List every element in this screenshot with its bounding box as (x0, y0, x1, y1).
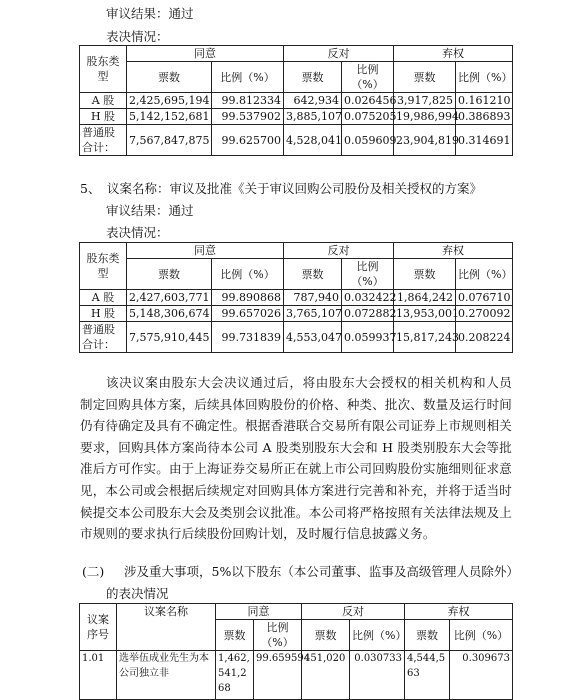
item-name: 选举伍成业先生为本公司独立非 (117, 651, 216, 700)
agree-ratio: 99.812334 (212, 93, 284, 109)
section-2-number: (二) (82, 564, 105, 579)
holder-type: 普通股合计： (80, 322, 127, 353)
holder-type: H 股 (80, 306, 127, 322)
holder-type: H 股 (80, 109, 127, 125)
oppose-ratio: 0.059937 (342, 322, 394, 353)
abstain-ratio: 0.208224 (456, 322, 513, 353)
abstain-votes: 23,904,819 (394, 125, 456, 156)
header-ratio: 比例（%） (254, 620, 302, 651)
section-2-title: 涉及重大事项，5%以下股东（本公司董事、监事及高级管理人员除外） (124, 564, 519, 579)
abstain-ratio: 0.309673 (450, 651, 513, 700)
oppose-ratio: 0.026456 (342, 93, 394, 109)
header-ratio: 比例（%） (342, 62, 394, 93)
abstain-ratio: 0.386893 (456, 109, 513, 125)
oppose-votes: 4,528,041 (284, 125, 342, 156)
holder-type: A 股 (80, 290, 127, 306)
header-abstain: 弃权 (405, 604, 513, 620)
vote-label-top: 表决情况： (106, 29, 169, 44)
abstain-votes: 3,917,825 (394, 93, 456, 109)
agree-votes: 7,567,847,875 (127, 125, 212, 156)
header-votes: 票数 (405, 620, 450, 651)
section-2-title-cont: 的表决情况 (106, 586, 169, 601)
abstain-ratio: 0.314691 (456, 125, 513, 156)
resolution-text: 该决议案由股东大会决议通过后，将由股东大会授权的相关机构和人员制定回购具体方案，后续具体回购股份的价格、种类、批次、数量及运行时间仍有待确定及具有不确定性。根据香港联合交易所有限公司证券上市规则相关要求，回购具体方案尚待本公司 A 股类别股东大会和 H 股类别股东大会等批准后方可作实。由于上海证券交易所正在就上市公司回购股份实施细则征求意见，本公司或会根据后续规定对回购具体方案进行完善和补充，并将于适当时候提交本公司股东大会及类别会议批准。本公司将严格按照有关法律法规及上市规则的要求执行后续股份回购计划，及时履行信息披露义务。 (80, 375, 512, 542)
item-no: 1.01 (80, 651, 117, 700)
oppose-ratio: 0.030733 (350, 651, 405, 700)
abstain-votes: 13,953,001 (394, 306, 456, 322)
vote-table-3 (79, 603, 513, 700)
oppose-ratio: 0.059609 (342, 125, 394, 156)
agree-votes: 2,425,695,194 (127, 93, 212, 109)
result-line-top: 审议结果：通过 (106, 6, 194, 21)
header-votes: 票数 (302, 620, 350, 651)
abstain-votes: 15,817,243 (394, 322, 456, 353)
agree-votes: 5,142,152,681 (127, 109, 212, 125)
vote-table-1 (79, 45, 513, 156)
oppose-ratio: 0.032422 (342, 290, 394, 306)
oppose-ratio: 0.072882 (342, 306, 394, 322)
header-votes: 票数 (127, 259, 212, 290)
oppose-votes: 787,940 (284, 290, 342, 306)
agree-ratio: 99.537902 (212, 109, 284, 125)
agree-ratio: 99.890868 (212, 290, 284, 306)
header-ratio: 比例（%） (456, 62, 513, 93)
holder-type: A 股 (80, 93, 127, 109)
abstain-ratio: 0.270092 (456, 306, 513, 322)
header-ratio: 比例（%） (350, 620, 405, 651)
agree-ratio: 99.731839 (212, 322, 284, 353)
table-row (80, 125, 513, 156)
header-holder-type: 股东类型 (80, 46, 127, 93)
header-oppose: 反对 (284, 46, 394, 62)
abstain-votes: 19,986,994 (394, 109, 456, 125)
header-ratio: 比例（%） (342, 259, 394, 290)
vote-label-5: 表决情况： (106, 225, 169, 240)
oppose-votes: 3,765,107 (284, 306, 342, 322)
header-item-name: 议案名称 (117, 604, 216, 651)
agree-votes: 2,427,603,771 (127, 290, 212, 306)
abstain-votes: 1,864,242 (394, 290, 456, 306)
header-holder-type: 股东类型 (80, 243, 127, 290)
agree-ratio: 99.625700 (212, 125, 284, 156)
table-row (80, 93, 513, 109)
oppose-ratio: 0.075205 (342, 109, 394, 125)
abstain-ratio: 0.076710 (456, 290, 513, 306)
oppose-votes: 3,885,107 (284, 109, 342, 125)
abstain-ratio: 0.161210 (456, 93, 513, 109)
header-ratio: 比例（%） (456, 259, 513, 290)
header-votes: 票数 (284, 62, 342, 93)
holder-type: 普通股合计： (80, 125, 127, 156)
resolution-paragraph (80, 372, 512, 545)
header-votes: 票数 (216, 620, 254, 651)
oppose-votes: 4,553,047 (284, 322, 342, 353)
header-oppose: 反对 (284, 243, 394, 259)
result-line-5: 审议结果：通过 (106, 203, 194, 218)
item-5-number: 5、 (80, 181, 101, 196)
header-abstain: 弃权 (394, 243, 513, 259)
item-5-title: 议案名称：审议及批准《关于审议回购公司股份及相关授权的方案》 (107, 181, 483, 196)
agree-ratio: 99.659594 (254, 651, 302, 700)
header-ratio: 比例（%） (450, 620, 513, 651)
header-agree: 同意 (127, 243, 284, 259)
table-row (80, 109, 513, 125)
header-agree: 同意 (216, 604, 302, 620)
agree-votes: 1,462,541,268 (216, 651, 254, 700)
header-agree: 同意 (127, 46, 284, 62)
vote-table-2 (79, 242, 513, 353)
header-item-no: 议案序号 (80, 604, 117, 651)
header-ratio: 比例（%） (212, 259, 284, 290)
oppose-votes: 451,020 (302, 651, 350, 700)
table-row (80, 306, 513, 322)
table-row (80, 322, 513, 353)
table-row (80, 651, 513, 700)
header-votes: 票数 (127, 62, 212, 93)
header-votes: 票数 (394, 62, 456, 93)
header-ratio: 比例（%） (212, 62, 284, 93)
agree-votes: 5,148,306,674 (127, 306, 212, 322)
agree-ratio: 99.657026 (212, 306, 284, 322)
header-votes: 票数 (394, 259, 456, 290)
header-votes: 票数 (284, 259, 342, 290)
agree-votes: 7,575,910,445 (127, 322, 212, 353)
header-abstain: 弃权 (394, 46, 513, 62)
abstain-votes: 4,544,563 (405, 651, 450, 700)
header-oppose: 反对 (302, 604, 405, 620)
oppose-votes: 642,934 (284, 93, 342, 109)
table-row (80, 290, 513, 306)
